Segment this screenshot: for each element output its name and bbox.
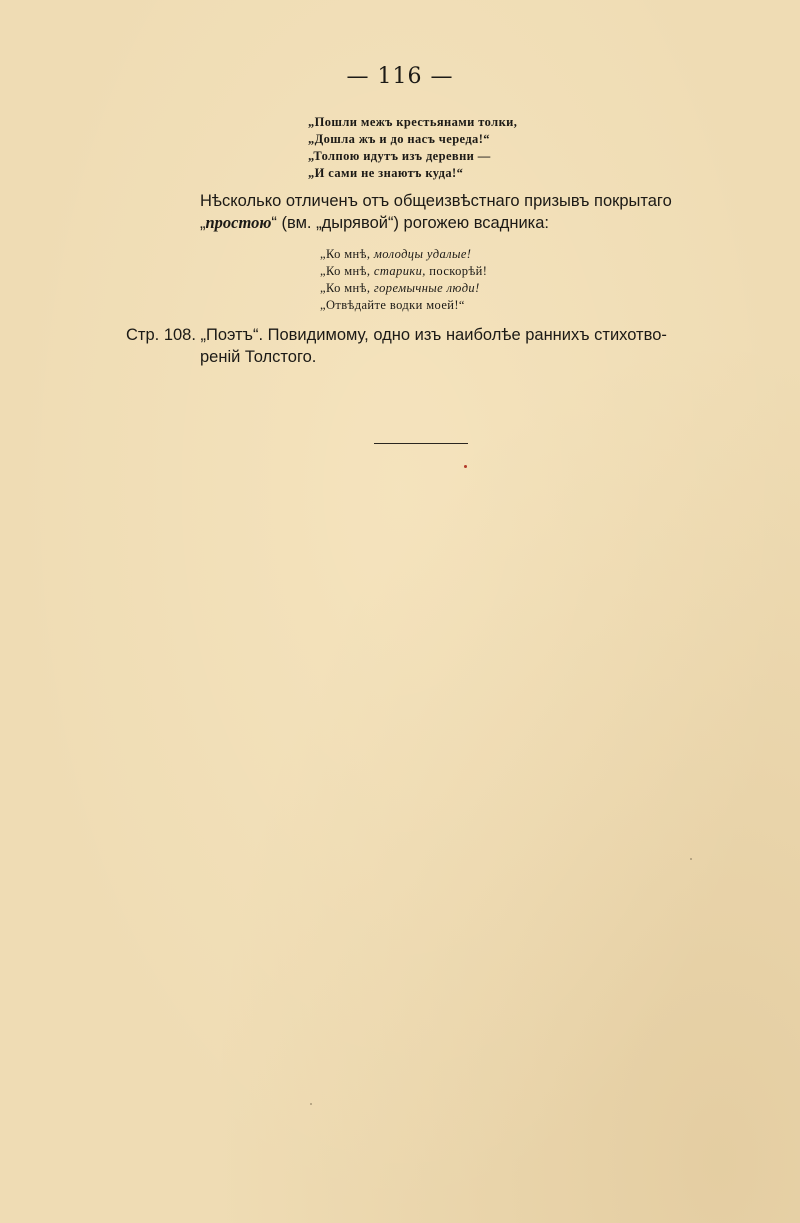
paragraph-text: “ (вм. „дырявой“) рогожею всадника:	[271, 214, 550, 232]
paper-mark	[464, 465, 467, 468]
paragraph-2-line-2: реній Толстого.	[200, 348, 317, 366]
verse-line	[320, 280, 487, 297]
paragraph-1-line-2	[200, 212, 549, 234]
verse-quote-2	[320, 246, 487, 314]
verse-quote-1	[308, 114, 517, 182]
verse-line	[320, 263, 487, 280]
verse-text: „Ко мнѣ,	[320, 247, 374, 261]
verse-text: поскорѣй!	[425, 264, 488, 278]
page-number: — 116 —	[346, 64, 454, 89]
verse-line: „Пошли межъ крестьянами толки,	[308, 115, 518, 129]
verse-line: „Отвѣдайте водки моей!“	[320, 298, 465, 312]
quote-open: „	[200, 214, 206, 232]
verse-text: „Ко мнѣ,	[320, 264, 374, 278]
verse-line	[320, 246, 487, 263]
paper-speck	[690, 858, 692, 860]
italic-word: простою	[205, 213, 272, 232]
verse-italic: молодцы удалые!	[373, 247, 472, 261]
paper-speck	[310, 1103, 312, 1105]
verse-line: „Дошла жъ и до насъ череда!“	[308, 132, 490, 146]
paragraph-1-line-1: Нѣсколько отличенъ отъ общеизвѣстнаго призывъ покрытаго	[200, 192, 672, 210]
verse-italic: горемычные люди!	[373, 281, 480, 295]
verse-italic: старики,	[373, 264, 426, 278]
paragraph-2-line-1: Стр. 108. „Поэтъ“. Повидимому, одно изъ наиболѣе раннихъ стихотво-	[126, 326, 667, 344]
section-divider	[374, 443, 468, 444]
verse-line: „Толпою идутъ изъ деревни —	[308, 149, 491, 163]
verse-line: „И сами не знаютъ куда!“	[308, 166, 464, 180]
verse-text: „Ко мнѣ,	[320, 281, 374, 295]
